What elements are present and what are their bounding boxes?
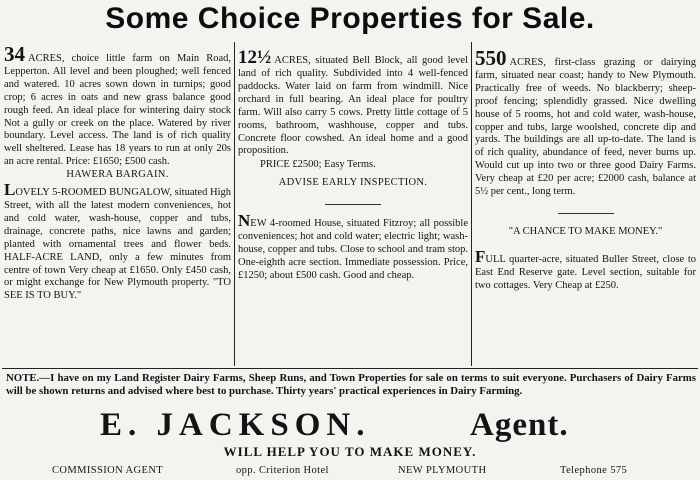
column-divider	[471, 42, 472, 366]
ad-coast-farm	[475, 48, 696, 199]
ad-hawera-bungalow	[4, 182, 231, 303]
column-right	[475, 48, 696, 293]
column-divider	[234, 42, 235, 366]
divider	[558, 213, 614, 214]
agent-name: E. JACKSON.	[100, 407, 371, 443]
ad-body: ULL quarter-acre, situated Buller Street, close to East End Reserve gate. Level section, suitable for two cottages. Very Cheap at £250.	[475, 253, 696, 291]
ad-lepperton-farm	[4, 44, 231, 169]
ad-body: OVELY 5-ROOMED BUNGALOW, situated High Street, with all the latest modern conveniences, hot and cold water, wash-house, copper and tubs, drainage, concrete paths, nice lawns and garden; planted with ornamental trees and flower beds. HALF-ACRE LAND, only a few minutes from centre of town Very cheap at £1650. Only £450 cash, or might exchange for New Plymouth property. "TO SEE IS TO BUY."	[4, 187, 231, 302]
footer-role: COMMISSION AGENT	[52, 465, 164, 476]
ad-body: ACRES, situated Bell Block, all good level land of rich quality. Subdivided into 4 well-fenced paddocks. Water laid on farm from windmill. Nice orchard in full bearing. An ideal place for poultry farm. Will also carry 5 cows. Pretty little cottage of 5 rooms, bathroom, washhouse, copper and tubs. Concrete floor cowshed. An ideal home and a good proposition.	[238, 55, 468, 157]
divider	[325, 204, 381, 205]
ad-acreage-number: 12½	[238, 47, 272, 68]
drop-cap: F	[475, 246, 486, 266]
page-headline: Some Choice Properties for Sale.	[105, 2, 595, 35]
drop-cap: L	[4, 180, 16, 200]
ad-heading-chance: "A CHANCE TO MAKE MONEY."	[508, 225, 663, 237]
ad-acreage-number: 34	[4, 42, 25, 66]
footer-address: opp. Criterion Hotel	[236, 465, 329, 476]
ad-body: ACRES, first-class grazing or dairying farm, situated near coast; handy to New Plymouth. Practically free of weeds. No blackberry; sheep-proof fencing; splendidly grassed. Nice dwelling house of 5 rooms, hot and cold water, wash-house, copper and tubs, large woolshed, concrete dip and yards. The buildings are all up-to-date. The land is of rich quality, abundance of feed, never burns up. Would cut up into two or three good Dairy Farms. Very cheap at £20 per acre; £2000 cash, balance at 5½ per cent., long term.	[475, 57, 696, 198]
agent-tagline: WILL HELP YOU TO MAKE MONEY.	[223, 444, 477, 459]
ad-bell-block	[238, 48, 468, 158]
ad-heading-hawera: HAWERA BARGAIN.	[66, 169, 169, 181]
column-left	[4, 44, 231, 303]
agent-note: NOTE.—I have on my Land Register Dairy Farms, Sheep Runs, and Town Properties for sale on terms to suit everyone. Purchasers of Dairy Farms will be shown returns and advised where best to purchase. Thirty years' practical experiences in Dairy Farming.	[6, 372, 696, 397]
ad-fitzroy-house	[238, 213, 468, 283]
section-rule	[2, 368, 698, 369]
column-middle	[238, 48, 468, 283]
footer	[0, 465, 700, 480]
ad-body: ACRES, choice little farm on Main Road, Lepperton. All level and been ploughed; well fenced and watered. 10 acres sown down in turnips; good crop; 6 acres in oats and new grass balance good rough feed. An ideal place for wintering dairy stock Not a gully or creek on the place. Watered by river boundary. Level access. The land is of rich quality well sheltered. Lease has 18 years to run at only 20s an acre rental. Price: £1650; £500 cash.	[4, 53, 231, 168]
ad-acreage-number: 550	[475, 46, 507, 70]
agent-banner	[0, 405, 700, 445]
drop-cap: N	[238, 211, 251, 231]
footer-phone: Telephone 575	[560, 465, 628, 476]
ad-price: PRICE £2500; Easy Terms.	[260, 159, 376, 171]
ad-advise: ADVISE EARLY INSPECTION.	[278, 177, 428, 189]
footer-town: NEW PLYMOUTH	[398, 465, 487, 476]
ad-buller-street	[475, 246, 696, 293]
agent-title: Agent.	[470, 407, 569, 443]
ad-body: EW 4-roomed House, situated Fitzroy; all possible conveniences; hot and cold water; electric light; wash-house, copper and tubs. Close to school and tram stop. One-eighth acre section. Immediate possession. Price, £1250; about £500 cash. Good and cheap.	[238, 218, 468, 281]
